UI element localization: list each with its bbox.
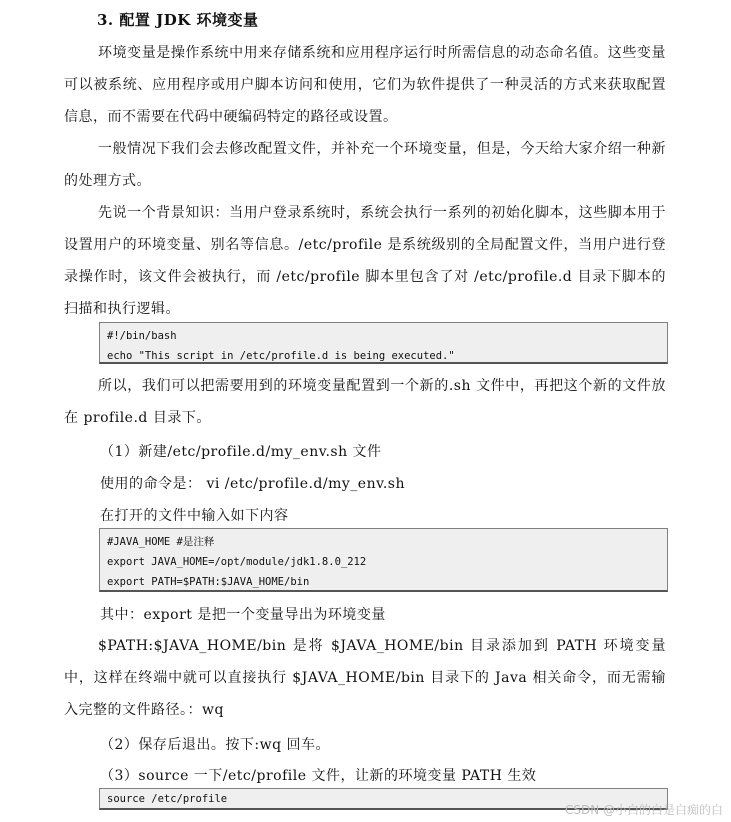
csdn-watermark: CSDN @小白的白是白痴的白 <box>564 803 723 817</box>
export-note: 其中：export 是把一个变量导出为环境变量 <box>100 607 386 623</box>
paragraph-intro: 一般情况下我们会去修改配置文件，并补充一个环境变量，但是，今天给大家介绍一种新的处理方式。 <box>64 141 666 189</box>
code-line: export PATH=$PATH:$JAVA_HOME/bin <box>107 576 310 588</box>
command-line-text: 使用的命令是： vi /etc/profile.d/my_env.sh <box>100 476 405 492</box>
paragraph-path-explain: $PATH:$JAVA_HOME/bin 是将 $JAVA_HOME/bin 目录添加到 PATH 环境变量中，这样在终端中就可以直接执行 $JAVA_HOME/bin 目录下的 Java 相关命令，而无需输入完整的文件路径。：wq <box>64 638 666 718</box>
code-line: echo "This script in /etc/profile.d is being executed." <box>107 350 455 362</box>
section-heading: 3. 配置 JDK 环境变量 <box>97 11 259 29</box>
step-3-label: （3）source 一下/etc/profile 文件，让新的环境变量 PATH 生效 <box>100 768 537 784</box>
paragraph-background: 先说一个背景知识：当用户登录系统时，系统会执行一系列的初始化脚本，这些脚本用于设置用户的环境变量、别名等信息。/etc/profile 是系统级别的全局配置文件，当用户进行登录操作时，该文件会被执行，而 /etc/profile 脚本里包含了对 /etc/profile.d 目录下脚本的扫描和执行逻辑。 <box>64 205 666 317</box>
paragraph-sh-file: 所以，我们可以把需要用到的环境变量配置到一个新的.sh 文件中，再把这个新的文件放在 profile.d 目录下。 <box>64 378 666 426</box>
paragraph-env-definition: 环境变量是操作系统中用来存储系统和应用程序运行时所需信息的动态命名值。这些变量可以被系统、应用程序或用户脚本访问和使用，它们为软件提供了一种灵活的方式来获取配置信息，而不需要在代码中硬编码特定的路径或设置。 <box>64 45 666 125</box>
code-line: export JAVA_HOME=/opt/module/jdk1.8.0_212 <box>107 556 367 568</box>
code-line: #JAVA_HOME #是注释 <box>107 536 215 548</box>
step-1-label: （1）新建/etc/profile.d/my_env.sh 文件 <box>100 444 382 460</box>
enter-content-text: 在打开的文件中输入如下内容 <box>100 508 289 524</box>
step-2-label: （2）保存后退出。按下:wq 回车。 <box>100 737 331 753</box>
code-block-my-env <box>99 528 668 592</box>
code-block-profile-script <box>99 322 668 364</box>
code-line: source /etc/profile <box>107 793 228 805</box>
code-line: #!/bin/bash <box>107 330 177 342</box>
